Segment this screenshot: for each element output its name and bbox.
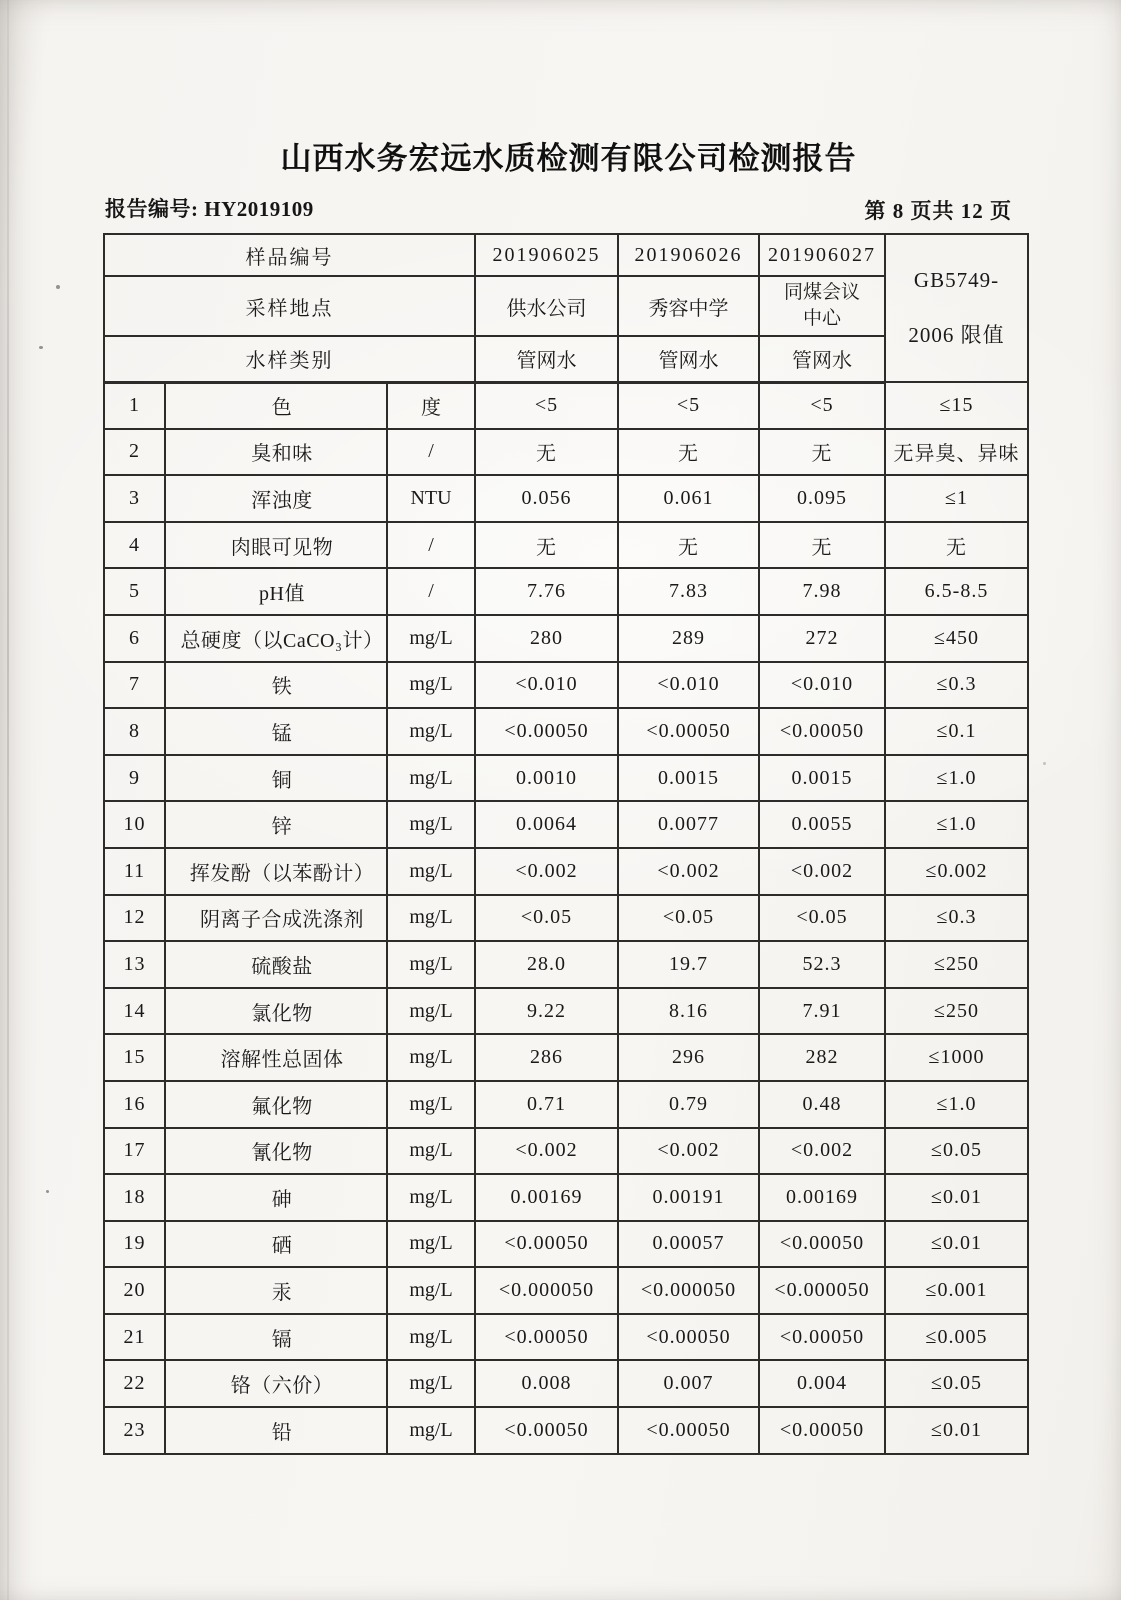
- header-location-label: 采样地点: [104, 276, 475, 336]
- cell-param: 阴离子合成洗涤剂: [165, 895, 387, 942]
- cell-value-2: <0.000050: [618, 1267, 759, 1314]
- results-table: [103, 233, 1029, 1455]
- cell-value-1: 无: [475, 429, 618, 476]
- cell-unit: /: [387, 522, 475, 569]
- report-title: 山西水务宏远水质检测有限公司检测报告: [280, 141, 857, 176]
- cell-param: 挥发酚（以苯酚计）: [165, 848, 387, 895]
- cell-value-2: 19.7: [618, 941, 759, 988]
- cell-unit: mg/L: [387, 1081, 475, 1128]
- cell-unit: mg/L: [387, 662, 475, 709]
- cell-value-1: <0.05: [475, 895, 618, 942]
- cell-no: 14: [104, 988, 165, 1035]
- cell-limit: ≤0.001: [885, 1267, 1028, 1314]
- cell-param: 镉: [165, 1314, 387, 1361]
- cell-param: 硒: [165, 1221, 387, 1268]
- cell-no: 1: [104, 382, 165, 429]
- table-row: [104, 568, 1028, 615]
- cell-value-3: <5: [759, 382, 885, 429]
- header-sample-id-label: 样品编号: [104, 234, 475, 276]
- cell-value-2: 0.0015: [618, 755, 759, 802]
- cell-value-1: <0.002: [475, 848, 618, 895]
- cell-value-2: 8.16: [618, 988, 759, 1035]
- cell-unit: mg/L: [387, 1034, 475, 1081]
- cell-no: 18: [104, 1174, 165, 1221]
- table-row: [104, 522, 1028, 569]
- table-row: [104, 1221, 1028, 1268]
- cell-no: 5: [104, 568, 165, 615]
- cell-value-3: <0.010: [759, 662, 885, 709]
- results-table-header: [104, 234, 1028, 382]
- table-row: [104, 895, 1028, 942]
- table-row: [104, 1407, 1028, 1454]
- cell-value-3: <0.00050: [759, 1221, 885, 1268]
- cell-limit: 无: [885, 522, 1028, 569]
- cell-param: 色: [165, 382, 387, 429]
- cell-value-2: 0.79: [618, 1081, 759, 1128]
- cell-no: 6: [104, 615, 165, 662]
- cell-unit: mg/L: [387, 708, 475, 755]
- cell-value-3: 0.095: [759, 475, 885, 522]
- cell-value-1: <0.00050: [475, 708, 618, 755]
- cell-param: 锰: [165, 708, 387, 755]
- table-row: [104, 382, 1028, 429]
- cell-value-2: <0.05: [618, 895, 759, 942]
- cell-value-3: 0.0055: [759, 801, 885, 848]
- cell-value-3: 7.91: [759, 988, 885, 1035]
- cell-value-2: 无: [618, 522, 759, 569]
- cell-no: 3: [104, 475, 165, 522]
- water-type-2: 管网水: [618, 336, 759, 382]
- cell-value-2: 0.0077: [618, 801, 759, 848]
- cell-no: 12: [104, 895, 165, 942]
- table-row: [104, 1174, 1028, 1221]
- cell-value-1: <0.000050: [475, 1267, 618, 1314]
- table-row: [104, 988, 1028, 1035]
- cell-value-1: 28.0: [475, 941, 618, 988]
- cell-value-2: 7.83: [618, 568, 759, 615]
- cell-limit: ≤1.0: [885, 1081, 1028, 1128]
- cell-param: 浑浊度: [165, 475, 387, 522]
- cell-value-3: <0.00050: [759, 708, 885, 755]
- table-row: [104, 941, 1028, 988]
- cell-param: 铬（六价）: [165, 1360, 387, 1407]
- cell-no: 10: [104, 801, 165, 848]
- table-row: [104, 615, 1028, 662]
- cell-unit: mg/L: [387, 801, 475, 848]
- cell-unit: mg/L: [387, 988, 475, 1035]
- cell-param: 铅: [165, 1407, 387, 1454]
- cell-value-3: 7.98: [759, 568, 885, 615]
- cell-unit: mg/L: [387, 1267, 475, 1314]
- cell-limit: ≤0.01: [885, 1407, 1028, 1454]
- sample-id-3: 201906027: [759, 234, 885, 276]
- report-number: [105, 193, 314, 223]
- cell-param: 肉眼可见物: [165, 522, 387, 569]
- cell-param: 铁: [165, 662, 387, 709]
- sampling-location-3-text: 同煤会议中心: [783, 282, 860, 329]
- cell-value-3: <0.05: [759, 895, 885, 942]
- cell-value-3: <0.00050: [759, 1314, 885, 1361]
- cell-value-3: 0.004: [759, 1360, 885, 1407]
- cell-limit: ≤0.01: [885, 1221, 1028, 1268]
- limit-standard-line2: 2006 限值: [908, 322, 1005, 347]
- cell-no: 16: [104, 1081, 165, 1128]
- cell-limit: ≤0.1: [885, 708, 1028, 755]
- cell-limit: ≤1.0: [885, 755, 1028, 802]
- cell-unit: mg/L: [387, 941, 475, 988]
- cell-value-3: 0.00169: [759, 1174, 885, 1221]
- cell-value-1: <0.002: [475, 1128, 618, 1175]
- cell-no: 8: [104, 708, 165, 755]
- sampling-location-3: [759, 276, 885, 336]
- cell-unit: mg/L: [387, 1221, 475, 1268]
- cell-value-1: 0.008: [475, 1360, 618, 1407]
- cell-value-2: 289: [618, 615, 759, 662]
- water-type-3: 管网水: [759, 336, 885, 382]
- cell-param: 铜: [165, 755, 387, 802]
- cell-no: 4: [104, 522, 165, 569]
- cell-value-3: 无: [759, 429, 885, 476]
- cell-value-3: 0.48: [759, 1081, 885, 1128]
- cell-unit: mg/L: [387, 1314, 475, 1361]
- cell-unit: NTU: [387, 475, 475, 522]
- cell-no: 20: [104, 1267, 165, 1314]
- cell-no: 11: [104, 848, 165, 895]
- cell-value-2: 296: [618, 1034, 759, 1081]
- cell-value-1: <0.00050: [475, 1407, 618, 1454]
- cell-value-2: <0.00050: [618, 1314, 759, 1361]
- cell-unit: mg/L: [387, 1407, 475, 1454]
- cell-value-1: 0.056: [475, 475, 618, 522]
- scan-speck: [56, 285, 60, 289]
- report-number-label: 报告编号:: [105, 197, 199, 221]
- cell-limit: 6.5-8.5: [885, 568, 1028, 615]
- cell-value-1: 280: [475, 615, 618, 662]
- scan-speck: [1043, 762, 1046, 765]
- table-row: [104, 1128, 1028, 1175]
- table-row: [104, 1360, 1028, 1407]
- sample-id-1: 201906025: [475, 234, 618, 276]
- cell-limit: 无异臭、异味: [885, 429, 1028, 476]
- cell-value-3: 52.3: [759, 941, 885, 988]
- sampling-location-2: 秀容中学: [618, 276, 759, 336]
- cell-value-2: <0.002: [618, 1128, 759, 1175]
- cell-param: 溶解性总固体: [165, 1034, 387, 1081]
- meta-row: [105, 193, 1012, 221]
- sample-id-2: 201906026: [618, 234, 759, 276]
- header-row-sample-id: [104, 234, 1028, 276]
- cell-limit: ≤0.05: [885, 1360, 1028, 1407]
- cell-unit: mg/L: [387, 615, 475, 662]
- cell-value-2: 0.061: [618, 475, 759, 522]
- cell-param: 硫酸盐: [165, 941, 387, 988]
- cell-param: 汞: [165, 1267, 387, 1314]
- cell-limit: ≤0.3: [885, 895, 1028, 942]
- table-row: [104, 1267, 1028, 1314]
- cell-limit: ≤450: [885, 615, 1028, 662]
- page-indicator: 第 8 页共 12 页: [864, 199, 1012, 223]
- cell-limit: ≤0.3: [885, 662, 1028, 709]
- limit-standard-line1: GB5749-: [913, 267, 1000, 292]
- table-row: [104, 1034, 1028, 1081]
- cell-unit: mg/L: [387, 1174, 475, 1221]
- cell-param: 总硬度（以CaCO₃计）: [165, 615, 387, 662]
- cell-param: 氟化物: [165, 1081, 387, 1128]
- cell-unit: mg/L: [387, 895, 475, 942]
- table-row: [104, 848, 1028, 895]
- cell-value-3: 无: [759, 522, 885, 569]
- cell-value-2: <0.00050: [618, 1407, 759, 1454]
- cell-value-2: 0.00057: [618, 1221, 759, 1268]
- cell-value-3: 272: [759, 615, 885, 662]
- cell-limit: ≤0.005: [885, 1314, 1028, 1361]
- table-row: [104, 429, 1028, 476]
- cell-limit: ≤1.0: [885, 801, 1028, 848]
- cell-value-2: <0.002: [618, 848, 759, 895]
- results-table-body: [104, 382, 1028, 1454]
- cell-limit: ≤250: [885, 988, 1028, 1035]
- cell-no: 2: [104, 429, 165, 476]
- table-row: [104, 1314, 1028, 1361]
- cell-no: 19: [104, 1221, 165, 1268]
- cell-value-1: 0.0010: [475, 755, 618, 802]
- cell-value-1: 0.0064: [475, 801, 618, 848]
- cell-limit: ≤0.002: [885, 848, 1028, 895]
- cell-no: 7: [104, 662, 165, 709]
- cell-value-2: <5: [618, 382, 759, 429]
- cell-value-2: <0.00050: [618, 708, 759, 755]
- cell-unit: 度: [387, 382, 475, 429]
- cell-param: 氰化物: [165, 1128, 387, 1175]
- cell-limit: ≤1000: [885, 1034, 1028, 1081]
- cell-unit: mg/L: [387, 848, 475, 895]
- table-row: [104, 475, 1028, 522]
- cell-value-2: <0.010: [618, 662, 759, 709]
- cell-limit: ≤0.05: [885, 1128, 1028, 1175]
- cell-unit: mg/L: [387, 1128, 475, 1175]
- cell-value-3: 282: [759, 1034, 885, 1081]
- water-type-1: 管网水: [475, 336, 618, 382]
- cell-unit: /: [387, 568, 475, 615]
- cell-limit: ≤0.01: [885, 1174, 1028, 1221]
- sampling-location-1: 供水公司: [475, 276, 618, 336]
- scan-speck: [39, 346, 43, 349]
- header-limit-standard: [885, 234, 1028, 382]
- cell-value-3: <0.00050: [759, 1407, 885, 1454]
- cell-value-3: <0.002: [759, 848, 885, 895]
- cell-value-1: 0.00169: [475, 1174, 618, 1221]
- cell-no: 9: [104, 755, 165, 802]
- cell-unit: /: [387, 429, 475, 476]
- table-row: [104, 1081, 1028, 1128]
- cell-no: 22: [104, 1360, 165, 1407]
- cell-value-2: 0.00191: [618, 1174, 759, 1221]
- cell-limit: ≤250: [885, 941, 1028, 988]
- cell-param: pH值: [165, 568, 387, 615]
- cell-value-1: 9.22: [475, 988, 618, 1035]
- cell-param: 砷: [165, 1174, 387, 1221]
- cell-value-1: 7.76: [475, 568, 618, 615]
- scan-speck: [46, 1190, 49, 1193]
- table-row: [104, 708, 1028, 755]
- cell-value-2: 无: [618, 429, 759, 476]
- cell-value-3: <0.002: [759, 1128, 885, 1175]
- cell-no: 21: [104, 1314, 165, 1361]
- scan-crease: [7, 0, 9, 1600]
- table-row: [104, 801, 1028, 848]
- cell-value-1: <0.010: [475, 662, 618, 709]
- cell-no: 15: [104, 1034, 165, 1081]
- cell-limit: ≤1: [885, 475, 1028, 522]
- cell-value-2: 0.007: [618, 1360, 759, 1407]
- cell-value-3: <0.000050: [759, 1267, 885, 1314]
- cell-param: 氯化物: [165, 988, 387, 1035]
- table-row: [104, 662, 1028, 709]
- table-row: [104, 755, 1028, 802]
- cell-param: 锌: [165, 801, 387, 848]
- header-water-type-label: 水样类别: [104, 336, 475, 382]
- cell-value-1: <5: [475, 382, 618, 429]
- cell-value-1: 无: [475, 522, 618, 569]
- cell-limit: ≤15: [885, 382, 1028, 429]
- cell-value-1: <0.00050: [475, 1221, 618, 1268]
- cell-value-1: <0.00050: [475, 1314, 618, 1361]
- cell-value-1: 286: [475, 1034, 618, 1081]
- cell-unit: mg/L: [387, 1360, 475, 1407]
- cell-value-3: 0.0015: [759, 755, 885, 802]
- cell-no: 23: [104, 1407, 165, 1454]
- report-number-value: HY2019109: [204, 197, 314, 221]
- cell-value-1: 0.71: [475, 1081, 618, 1128]
- cell-no: 17: [104, 1128, 165, 1175]
- cell-param: 臭和味: [165, 429, 387, 476]
- cell-no: 13: [104, 941, 165, 988]
- cell-unit: mg/L: [387, 755, 475, 802]
